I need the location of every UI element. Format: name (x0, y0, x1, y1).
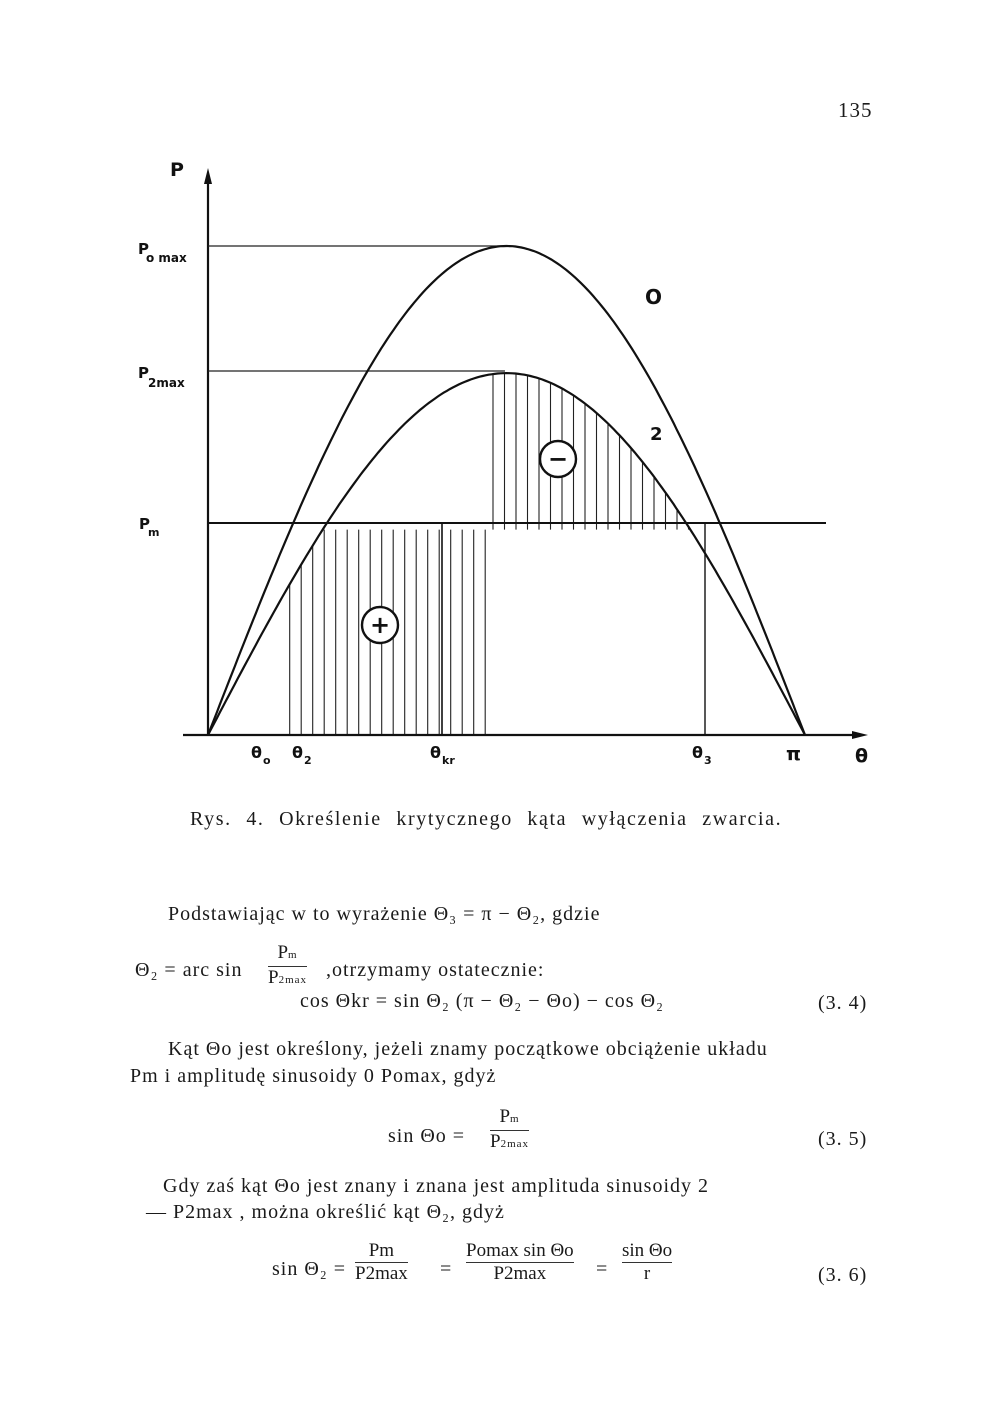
curve-2 (208, 373, 805, 735)
paragraph-2-line-2: Pm i amplitudę sinusoidy 0 Pomax, gdyż (130, 1065, 497, 1087)
y-axis-arrow (204, 168, 212, 184)
eq-theta2-den: P (268, 967, 279, 988)
pomax-sub: o max (146, 251, 187, 265)
minus-sign: − (547, 445, 569, 473)
figure-caption: Rys. 4. Określenie krytycznego kąta wyłączenia zwarcia. (190, 808, 783, 830)
curve-0 (208, 246, 805, 735)
eq-3-6-f1-den: P2max (355, 1263, 408, 1284)
eq-3-5-den: P (490, 1131, 501, 1152)
eq-theta2-num-sub: m (288, 949, 298, 961)
tick-theta-2-sub: 2 (304, 754, 312, 767)
eq-3-6-lhs: sin Θ₂ = (272, 1258, 347, 1280)
eq-3-5-num: P (499, 1106, 511, 1127)
eq-3-5-number: (3. 5) (818, 1128, 868, 1150)
tick-theta-2: θ (292, 743, 303, 762)
page-number: 135 (838, 98, 873, 122)
tick-theta-3-sub: 3 (704, 754, 712, 767)
pm-label: P (139, 515, 150, 533)
tick-theta-kr: θ (430, 743, 441, 762)
eq-3-5-lhs: sin Θo = (388, 1125, 466, 1147)
paragraph-1: Podstawiając w to wyrażenie Θ₃ = π − Θ₂, gdzie (168, 903, 601, 925)
tick-theta-o: θ (251, 743, 262, 762)
eq-3-6-eq2: = (596, 1258, 609, 1280)
paragraph-3-line-1: Gdy zaś kąt Θo jest znany i znana jest amplituda sinusoidy 2 (163, 1175, 710, 1197)
eq-theta2-den-sub: 2max (278, 974, 308, 986)
paragraph-2-line-1: Kąt Θo jest określony, jeżeli znamy początkowe obciążenie układu (168, 1038, 768, 1060)
eq-3-6-f3-num: sin Θo (622, 1240, 673, 1261)
plus-sign: + (369, 611, 391, 639)
eq-3-4-number: (3. 4) (818, 992, 868, 1014)
eq-theta2-num: P (277, 942, 289, 963)
p2max-label: P (138, 364, 149, 382)
x-axis-arrow (852, 731, 868, 739)
eq-3-6-eq1: = (440, 1258, 453, 1280)
eq-3-6-f3-den: r (643, 1263, 651, 1284)
tick-theta-kr-sub: kr (442, 754, 455, 767)
paragraph-3-line-2: — P2max , można określić kąt Θ₂, gdyż (146, 1201, 505, 1223)
eq-3-5-num-sub: m (510, 1113, 520, 1125)
eq-theta2-tail: ,otrzymamy ostatecznie: (326, 959, 545, 981)
eq-3-6-f2-den: P2max (493, 1263, 547, 1284)
eq-3-6-f1-num: Pm (368, 1240, 395, 1261)
eq-3-6-f2-num: Pomax sin Θo (466, 1240, 574, 1261)
eq-3-4: cos Θkr = sin Θ₂ (π − Θ₂ − Θo) − cos Θ₂ (300, 990, 664, 1012)
x-axis-label: θ (855, 745, 869, 767)
eq-3-5-fraction (490, 1106, 529, 1155)
pomax-label: P (138, 240, 149, 258)
eq-3-6-fraction-3 (622, 1240, 672, 1285)
eq-3-6-fraction-1 (355, 1240, 408, 1285)
eq-3-6-number: (3. 6) (818, 1264, 868, 1286)
curve-0-label: O (645, 285, 663, 309)
curve-2-label: 2 (650, 424, 663, 445)
tick-theta-o-sub: o (263, 754, 271, 767)
y-axis-label: P (170, 159, 184, 181)
eq-3-5-den-sub: 2max (500, 1138, 530, 1150)
p2max-sub: 2max (148, 376, 185, 390)
tick-pi: π (786, 743, 802, 765)
eq-theta2-fraction (268, 942, 307, 991)
eq-3-6-fraction-2 (466, 1240, 574, 1285)
tick-theta-3: θ (692, 743, 703, 762)
hatched-areas (290, 373, 689, 735)
eq-theta2-lhs: Θ₂ = arc sin (135, 959, 243, 981)
pm-sub: m (148, 526, 160, 539)
